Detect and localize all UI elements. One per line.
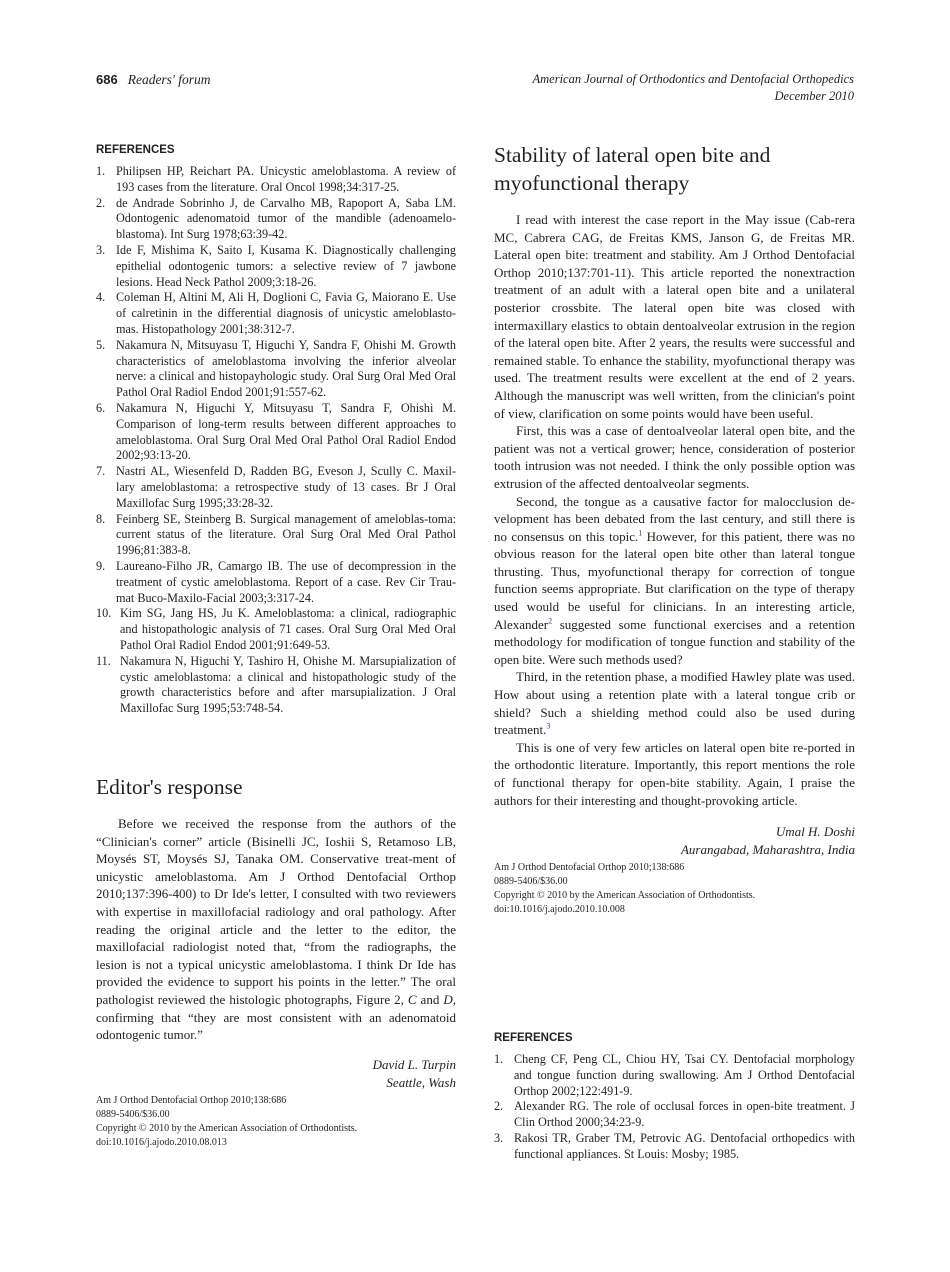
author-name: David L. Turpin [372,1056,456,1072]
reference-number: 5. [96,337,106,352]
body-text: Before we received the response from the authors of the “Clinician's corner” article (Bisinelli JC, Ioshii S, Retamoso LB, Moysés ST, Moysés SJ, Tanaka OM. Conservative treat-ment of unicystic ameloblastoma. Am J Orthod Dentofacial Orthop 2010;137:396-400) to Dr Ide's letter, I consulted with two reviewers with expertise in maxillofacial radiology and oral pathology. After reading the original article and the letter to the editor, the maxillofacial radiologist noted that, “from the radiographs, the lesion is not a typical unicystic ameloblastoma. I think Dr Ide has provided the evidence to support his points in the letter.” The oral pathologist reviewed the histologic photographs, Figure 2, [96,816,456,1007]
author-location: Aurangabad, Maharashtra, India [680,842,855,858]
body-text: suggested some functional exercises and a retention methodology for modification of tongue function and stability of the open bite. Were such methods used? [494,616,855,667]
page-number: 686 [96,72,118,87]
citation-link[interactable]: 2 [548,616,553,626]
reference-number: 11. [96,653,111,668]
reference-item [96,512,456,559]
editor-response-body [96,815,456,1044]
reference-number: 2. [96,195,106,210]
left-references [96,144,456,717]
reference-item [96,606,456,653]
paragraph [494,493,855,669]
editor-response [96,773,456,1150]
references-heading: REFERENCES [96,144,175,156]
paragraph: I read with interest the case report in the May issue (Cab-rera MC, Cabrera CAG, de Freitas KMS, Janson G, de Freitas MR. Lateral open bite: treatment and stability. Am J Orthod Dentofacial Orthop 2010;137:701-11). This article reported the nonextraction treatment of an adult with a lateral open bite and a unilateral posterior crossbite. The lateral open bite was closed with intermaxillary elastics to obtain dentoalveolar extrusion in the region of the lateral open bite. After 2 years, the results were successful and remained stable. To enhance the stability, myofunctional therapy was used. The treatment results were excellent at the end of 2 years. Although the manuscript was well written, from the clinician's point of view, clarification on some points would have been useful. [494,212,855,421]
reference-text: Nakamura N, Mitsuyasu T, Higuchi Y, Sandra F, Ohishi M. Growth characteristics of ameloblastoma involving the inferior alveolar nerve: a clinical and histopayhologic study. Oral Surg Oral Med Oral Pathol Oral Radiol Endod 2001;91:557-62. [116,337,456,400]
letter-body [494,211,855,809]
issn: 0889-5406/$36.00 [494,876,568,888]
reference-item [494,1131,855,1163]
citation-link[interactable]: 3 [546,721,551,731]
figure-ref: D [443,991,453,1007]
reference-item [96,338,456,401]
reference-text: Alexander RG. The role of occlusal forces in open-bite treatment. J Clin Orthod 2000;34:23-9. [514,1099,855,1130]
reference-text: Nastri AL, Wiesenfeld D, Radden BG, Eveson J, Scully C. Maxil-lary ameloblastoma: a retrospective study of 13 cases. Br J Oral Maxillofac Surg 1995;33:28-32. [116,464,456,510]
reference-number: 10. [96,606,112,621]
reference-item [96,401,456,464]
paragraph: This is one of very few articles on lateral open bite re-ported in the orthodontic literature. Importantly, this report mentions the role of functional therapy for open-bite stability. Again, I praise the authors for their interesting and thought-provoking article. [494,739,855,808]
citation: Am J Orthod Dentofacial Orthop 2010;138:686 [494,862,685,874]
signature [96,1056,456,1092]
figure-ref: C [407,991,417,1007]
reference-text: Rakosi TR, Graber TM, Petrovic AG. Dentofacial orthopedics with functional appliances. St Louis: Mosby; 1985. [514,1130,855,1161]
doi: doi:10.1016/j.ajodo.2010.10.008 [494,904,625,916]
reference-list [96,164,456,717]
body-text: , confirming that “they are most consistent with an adenomatoid odontogenic tumor.” [96,991,456,1043]
references-heading: REFERENCES [494,1032,573,1044]
reference-text: Ide F, Mishima K, Saito I, Kusama K. Diagnostically challenging epithelial odontogenic tumors: a selective review of 7 jawbone lesions. Head Neck Pathol 2009;3:18-26. [116,242,456,289]
reference-item [96,559,456,606]
reference-item [96,164,456,196]
reference-number: 1. [96,164,106,178]
right-references [494,1032,855,1163]
reference-item [96,654,456,717]
body-text: and [416,991,444,1007]
journal-name: American Journal of Orthodontics and Dentofacial Orthopedics [532,72,854,86]
article-meta [494,861,855,917]
editor-response-title: Editor's response [96,775,243,799]
body-text: Second, the tongue as a causative factor for malocclusion de-velopment has been debated from the last century, and still there is no consensus on this topic. [494,493,855,544]
reference-number: 4. [96,290,106,305]
running-head [454,71,854,105]
letter-title: Stability of lateral open bite and myofunctional therapy [494,143,771,195]
article-meta [96,1094,456,1150]
body-text: However, for this patient, there was no obvious reason for the lateral open bite other than lateral tongue thrusting. Thus, myofunctional therapy for correction of tongue function seems appropriate. But clarification on the type of therapy used would be useful for clinicians. In an interesting article, Alexander [494,528,856,632]
reference-text: Laureano-Filho JR, Camargo IB. The use of decompression in the treatment of cystic ameloblastoma. Report of a case. Rev Cir Trau-mat Buco-Maxilo-Facial 2003;3:317-24. [116,558,456,605]
signature [494,823,855,859]
reference-number: 6. [96,400,106,415]
page-header-left [96,71,210,89]
reference-text: Feinberg SE, Steinberg B. Surgical management of ameloblas-toma: current status of the literature. Oral Surg Oral Med Oral Pathol 1996;81:383-8. [116,511,456,558]
section-name: Readers' forum [127,72,211,87]
reference-item [96,196,456,243]
reference-text: Coleman H, Altini M, Ali H, Doglioni C, Favia G, Maiorano E. Use of calretinin in the differential diagnosis of unicystic ameloblasto-mas. Histopathology 2001;38:312-7. [116,290,456,336]
reference-item [96,464,456,511]
reference-text: Kim SG, Jang HS, Ju K. Ameloblastoma: a clinical, radiographic and histopathologic analysis of 71 cases. Oral Surg Oral Med Oral Pathol Oral Radiol Endod 2001;91:649-53. [120,606,456,652]
copyright: Copyright © 2010 by the American Association of Orthodontists. [494,890,756,902]
reference-list [494,1052,855,1163]
reference-text: Nakamura N, Higuchi Y, Mitsuyasu T, Sandra F, Ohishi M. Comparison of long-term results between different approaches to ameloblastoma. Oral Surg Oral Med Oral Pathol Oral Radiol Endod 2002;93:13-20. [116,400,456,463]
paragraph [494,668,855,738]
reference-number: 3. [96,242,106,257]
letter [494,141,855,917]
citation: Am J Orthod Dentofacial Orthop 2010;138:686 [96,1094,287,1106]
reference-text: Nakamura N, Higuchi Y, Tashiro H, Ohishe M. Marsupialization of cystic ameloblastoma: a clinical and histopathologic study of the growth characteristics before and after marsupialization. J Oral Maxillofac Surg 1995;53:748-54. [120,653,456,716]
paragraph: First, this was a case of dentoalveolar lateral open bite, and the patient was not a vertical grower; hence, consideration of posterior tooth intrusion was not needed. I think the only possible option was extrusion of the affected dentoalveolar segments. [494,423,855,491]
doi: doi:10.1016/j.ajodo.2010.08.013 [96,1136,227,1148]
reference-number: 1. [494,1052,504,1066]
reference-text: de Andrade Sobrinho J, de Carvalho MB, Rapoport A, Saba LM. Odontogenic adenomatoid tumor of the mandible (adenoamelo-blastoma). Int Surg 1978;63:39-42. [116,195,456,242]
reference-text: Philipsen HP, Reichart PA. Unicystic ameloblastoma. A review of 193 cases from the literature. Oral Oncol 1998;34:317-25. [116,164,456,194]
reference-number: 7. [96,464,106,479]
citation-link[interactable]: 1 [638,528,643,538]
author-name: Umal H. Doshi [775,824,855,840]
author-location: Seattle, Wash [386,1074,456,1090]
copyright: Copyright © 2010 by the American Association of Orthodontists. [96,1122,358,1134]
reference-item [96,243,456,290]
reference-number: 2. [494,1099,504,1114]
issn: 0889-5406/$36.00 [96,1108,170,1120]
reference-number: 3. [494,1130,504,1145]
reference-text: Cheng CF, Peng CL, Chiou HY, Tsai CY. Dentofacial morphology and tongue function during swallowing. Am J Orthod Dentofacial Orthop 2002;122:491-9. [514,1052,855,1098]
reference-item [494,1099,855,1131]
reference-number: 9. [96,558,106,573]
reference-number: 8. [96,511,106,526]
issue-date: December 2010 [774,89,854,103]
reference-item [494,1052,855,1099]
reference-item [96,290,456,337]
body-text: Third, in the retention phase, a modified Hawley plate was used. How about using a retention plate with a lateral tongue crib or shield? Such a shielding method could also be used during treatment. [494,669,855,738]
